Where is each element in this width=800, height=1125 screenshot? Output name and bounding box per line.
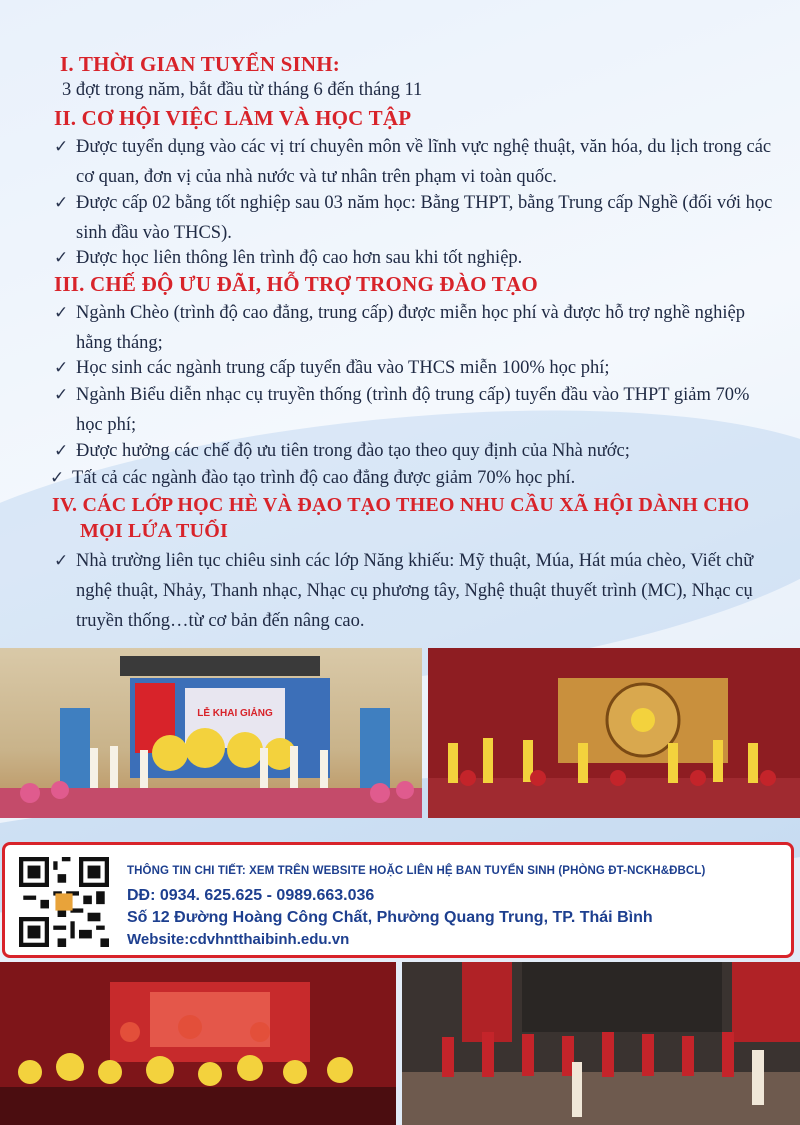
- section-2-item: [54, 132, 774, 192]
- section-2-item: [54, 243, 774, 273]
- photo-drum-performance: [428, 648, 800, 818]
- check-icon: ✓: [54, 441, 69, 460]
- section-2-item: [54, 188, 774, 248]
- contact-address: Số 12 Đường Hoàng Công Chất, Phường Quang Trung, TP. Thái Bình: [127, 909, 653, 926]
- check-icon: ✓: [54, 303, 69, 322]
- section-4-item: [54, 546, 774, 636]
- banner-text: LỄ KHAI GIẢNG: [197, 708, 273, 719]
- section-3-heading: III. CHẾ ĐỘ ƯU ĐÃI, HỖ TRỢ TRONG ĐÀO TẠO: [54, 272, 538, 296]
- photo-orchestra: [402, 962, 800, 1125]
- section-3-item-text: Ngành Chèo (trình độ cao đẳng, trung cấp) được miễn học phí và được hỗ trợ nghề nghiệp hằng tháng;: [76, 303, 745, 353]
- section-4-item-text: Nhà trường liên tục chiêu sinh các lớp Năng khiếu: Mỹ thuật, Múa, Hát múa chèo, Viết chữ nghệ thuật, Nhảy, Thanh nhạc, Nhạc cụ phương tây, Nghệ thuật thuyết trình (MC), Nhạc cụ truyền thống…từ cơ bản đến nâng cao.: [76, 551, 754, 631]
- section-3-item: [54, 298, 774, 358]
- check-icon: ✓: [54, 193, 69, 212]
- photo-opening-ceremony: [0, 648, 422, 818]
- check-icon: ✓: [54, 248, 69, 267]
- contact-box: [2, 842, 794, 958]
- dance-stage-illustration: [0, 962, 396, 1125]
- check-icon: ✓: [54, 358, 69, 377]
- section-3-item-text: Tất cả các ngành đào tạo trình độ cao đẳng được giảm 70% học phí.: [72, 468, 576, 488]
- contact-website[interactable]: Website:cdvhntthaibinh.edu.vn: [127, 931, 350, 948]
- check-icon: ✓: [54, 137, 69, 156]
- section-3-item: [50, 463, 770, 493]
- section-3-item-text: Học sinh các ngành trung cấp tuyển đầu vào THCS miễn 100% học phí;: [76, 358, 610, 378]
- contact-phone[interactable]: DĐ: 0934. 625.625 - 0989.663.036: [127, 887, 375, 904]
- section-3-item: [54, 436, 774, 466]
- qr-code-icon[interactable]: [19, 857, 109, 947]
- section-1-heading: I. THỜI GIAN TUYỂN SINH:: [60, 52, 341, 76]
- orchestra-illustration: [402, 962, 800, 1125]
- section-3-item: [54, 380, 774, 440]
- contact-title: THÔNG TIN CHI TIẾT: XEM TRÊN WEBSITE HOẶC LIÊN HỆ BAN TUYỂN SINH (PHÒNG ĐT-NCKH&ĐBCL): [127, 865, 706, 877]
- check-icon: ✓: [50, 468, 65, 487]
- section-2-item-text: Được học liên thông lên trình độ cao hơn sau khi tốt nghiệp.: [76, 248, 523, 268]
- section-4-heading: IV. CÁC LỚP HỌC HÈ VÀ ĐẠO TẠO THEO NHU CẦU XÃ HỘI DÀNH CHO: [52, 494, 750, 516]
- section-2-heading: II. CƠ HỘI VIỆC LÀM VÀ HỌC TẬP: [54, 106, 412, 130]
- section-3-item-text: Được hưởng các chế độ ưu tiên trong đào tạo theo quy định của Nhà nước;: [76, 441, 630, 461]
- stage-illustration: [0, 648, 422, 818]
- check-icon: ✓: [54, 385, 69, 404]
- section-2-item-text: Được tuyển dụng vào các vị trí chuyên môn về lĩnh vực nghệ thuật, văn hóa, du lịch trong các cơ quan, đơn vị của nhà nước và tư nhân trên phạm vi toàn quốc.: [76, 137, 772, 187]
- section-3-item-text: Ngành Biểu diễn nhạc cụ truyền thống (trình độ trung cấp) tuyển đầu vào THPT giảm 70% học phí;: [76, 385, 750, 435]
- section-1-text: 3 đợt trong năm, bắt đầu từ tháng 6 đến tháng 11: [62, 80, 423, 100]
- section-3-item: [54, 353, 774, 383]
- check-icon: ✓: [54, 551, 69, 570]
- photo-dance-performance: [0, 962, 396, 1125]
- drum-stage-illustration: [428, 648, 800, 818]
- section-2-item-text: Được cấp 02 bằng tốt nghiệp sau 03 năm học: Bằng THPT, bằng Trung cấp Nghề (đối với học sinh đầu vào THCS).: [76, 193, 773, 243]
- section-4-heading-cont: MỌI LỨA TUỔI: [80, 520, 228, 542]
